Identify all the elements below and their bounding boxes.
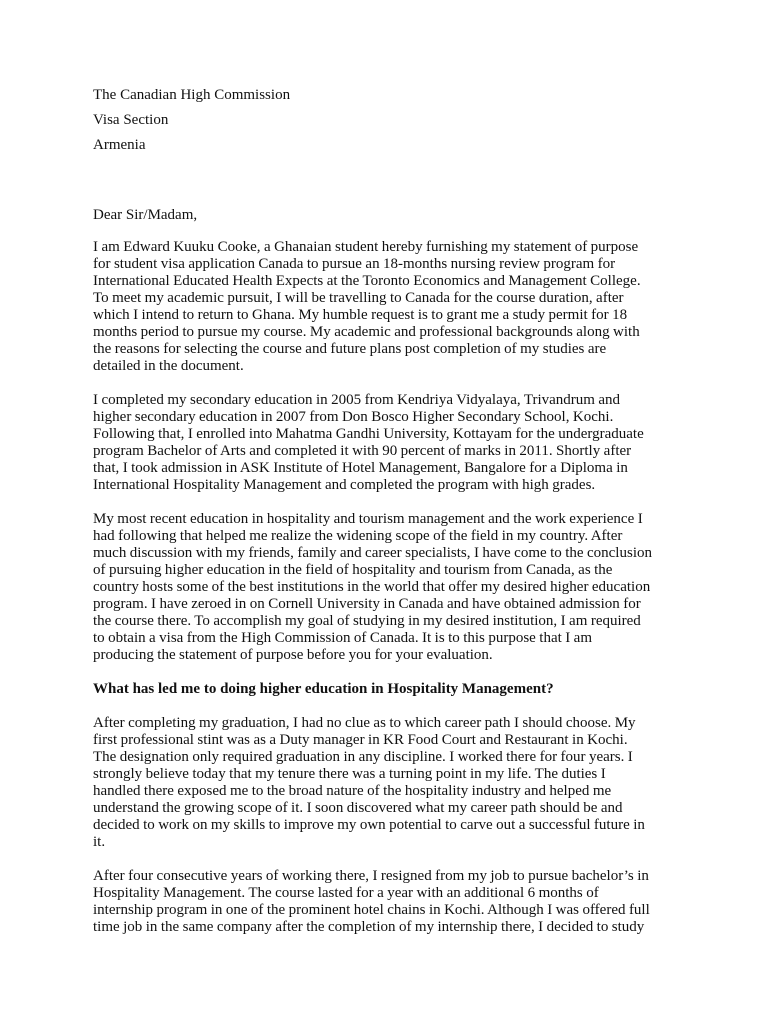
text-line: To meet my academic pursuit, I will be travelling to Canada for the course duration, after <box>93 290 624 306</box>
text-line: I completed my secondary education in 2005 from Kendriya Vidyalaya, Trivandrum and <box>93 392 621 408</box>
text-line: the reasons for selecting the course and future plans post completion of my studies are <box>93 341 607 357</box>
text-line: for student visa application Canada to pursue an 18-months nursing review program for <box>93 256 616 272</box>
text-line: understand the growing scope of it. I soon discovered what my career path should be and <box>93 800 623 816</box>
text-line: it. <box>93 834 106 850</box>
text-line: program. I have zeroed in on Cornell University in Canada and have obtained admission for <box>93 596 641 612</box>
text-line: time job in the same company after the completion of my internship there, I decided to study <box>93 919 645 935</box>
text-line: months period to pursue my course. My academic and professional backgrounds along with <box>93 324 640 340</box>
paragraph-bachelors <box>93 868 681 936</box>
salutation: Dear Sir/Madam, <box>93 207 198 223</box>
recipient-line: Visa Section <box>93 112 169 128</box>
text-line: Following that, I enrolled into Mahatma Gandhi University, Kottayam for the undergraduate <box>93 426 644 442</box>
section-heading: What has led me to doing higher education in Hospitality Management? <box>93 681 554 697</box>
text-line: The designation only required graduation in any discipline. I worked there for four years. I <box>93 749 633 765</box>
text-line: first professional stint was as a Duty manager in KR Food Court and Restaurant in Kochi. <box>93 732 628 748</box>
text-line: which I intend to return to Ghana. My humble request is to grant me a study permit for 18 <box>93 307 628 323</box>
text-line: After four consecutive years of working there, I resigned from my job to pursue bachelor’s in <box>93 868 649 884</box>
text-line: internship program in one of the prominent hotel chains in Kochi. Although I was offered full <box>93 902 650 918</box>
text-line: International Hospitality Management and completed the program with high grades. <box>93 477 596 493</box>
text-line: higher secondary education in 2007 from Don Bosco Higher Secondary School, Kochi. <box>93 409 614 425</box>
paragraph-intro <box>93 239 681 375</box>
text-line: program Bachelor of Arts and completed it with 90 percent of marks in 2011. Shortly after <box>93 443 632 459</box>
text-line: had following that helped me realize the widening scope of the field in my country. After <box>93 528 623 544</box>
text-line: the course there. To accomplish my goal of studying in my desired institution, I am required <box>93 613 641 629</box>
text-line: decided to work on my skills to improve my own potential to carve out a successful future in <box>93 817 645 833</box>
text-line: detailed in the document. <box>93 358 244 374</box>
letter-body <box>93 87 681 953</box>
paragraph-purpose <box>93 511 681 664</box>
text-line: that, I took admission in ASK Institute of Hotel Management, Bangalore for a Diploma in <box>93 460 628 476</box>
text-line: International Educated Health Expects at the Toronto Economics and Management College. <box>93 273 641 289</box>
text-line: I am Edward Kuuku Cooke, a Ghanaian student hereby furnishing my statement of purpose <box>93 239 639 255</box>
text-line: My most recent education in hospitality and tourism management and the work experience I <box>93 511 643 527</box>
text-line: to obtain a visa from the High Commission of Canada. It is to this purpose that I am <box>93 630 592 646</box>
text-line: much discussion with my friends, family and career specialists, I have come to the conclusion <box>93 545 652 561</box>
paragraph-education <box>93 392 681 494</box>
text-line: of pursuing higher education in the field of hospitality and tourism from Canada, as the <box>93 562 613 578</box>
text-line: producing the statement of purpose before you for your evaluation. <box>93 647 493 663</box>
text-line: handled there exposed me to the broad nature of the hospitality industry and helped me <box>93 783 612 799</box>
paragraph-career <box>93 715 681 851</box>
text-line: After completing my graduation, I had no clue as to which career path I should choose. My <box>93 715 636 731</box>
text-line: strongly believe today that my tenure there was a turning point in my life. The duties I <box>93 766 606 782</box>
recipient-line: The Canadian High Commission <box>93 87 291 103</box>
recipient-line: Armenia <box>93 137 146 153</box>
recipient-address <box>93 87 681 162</box>
text-line: Hospitality Management. The course lasted for a year with an additional 6 months of <box>93 885 599 901</box>
text-line: country hosts some of the best institutions in the world that offer my desired higher education <box>93 579 651 595</box>
